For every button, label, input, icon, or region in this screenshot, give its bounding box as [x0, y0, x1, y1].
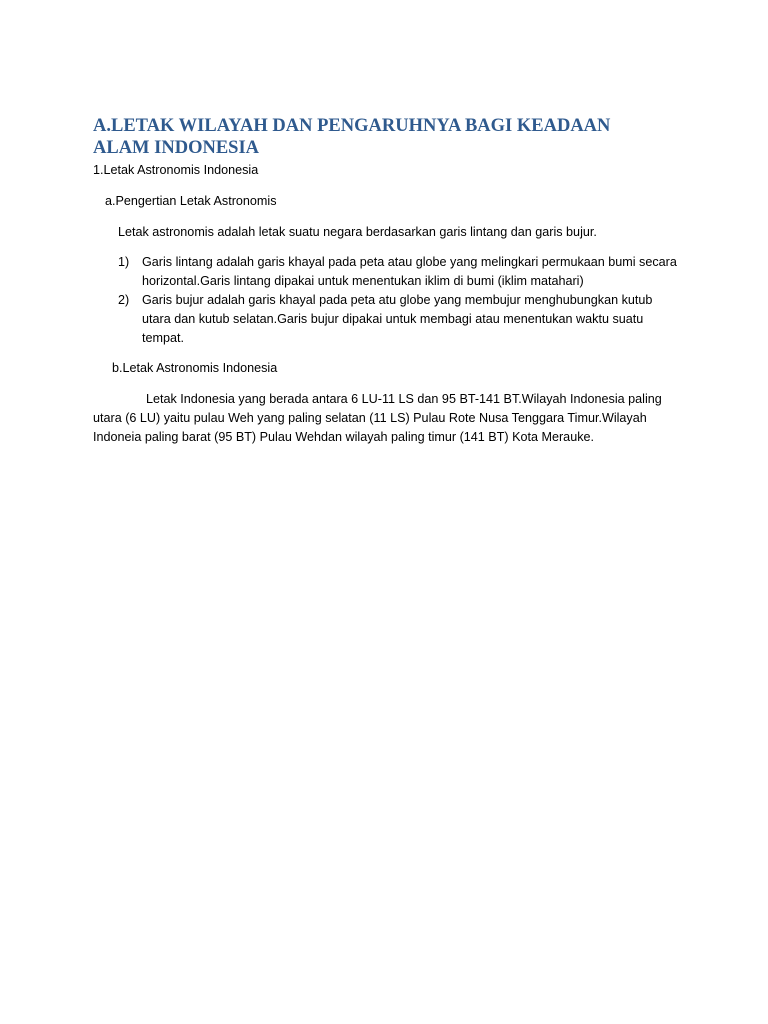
numbered-list [118, 253, 678, 348]
list-item-number: 2) [118, 293, 130, 307]
subsection-heading-a: a.Pengertian Letak Astronomis [105, 194, 277, 208]
list-item [118, 291, 678, 348]
document-title: A.LETAK WILAYAH DAN PENGARUHNYA BAGI KEADAAN ALAM INDONESIA [93, 116, 611, 158]
list-item [118, 253, 678, 291]
subsection-heading-b: b.Letak Astronomis Indonesia [112, 361, 278, 375]
list-item-text: Garis lintang adalah garis khayal pada peta atau globe yang melingkari permukaan bumi secara horizontal.Garis lintang dipakai untuk menentukan iklim di bumi (iklim matahari) [142, 255, 677, 288]
list-item-text: Garis bujur adalah garis khayal pada peta atu globe yang membujur menghubungkan kutub utara dan kutub selatan.Garis bujur dipakai untuk membagi atau menentukan waktu suatu tempat. [142, 293, 653, 345]
section-heading: 1.Letak Astronomis Indonesia [93, 163, 259, 177]
list-item-number: 1) [118, 255, 130, 269]
body-paragraph: Letak Indonesia yang berada antara 6 LU-11 LS dan 95 BT-141 BT.Wilayah Indonesia paling utara (6 LU) yaitu pulau Weh yang paling selatan (11 LS) Pulau Rote Nusa Tenggara Timur.Wilayah Indoneia paling barat (95 BT) Pulau Wehdan wilayah paling timur (141 BT) Kota Merauke. [93, 392, 662, 444]
definition-text: Letak astronomis adalah letak suatu negara berdasarkan garis lintang dan garis bujur. [118, 225, 597, 239]
